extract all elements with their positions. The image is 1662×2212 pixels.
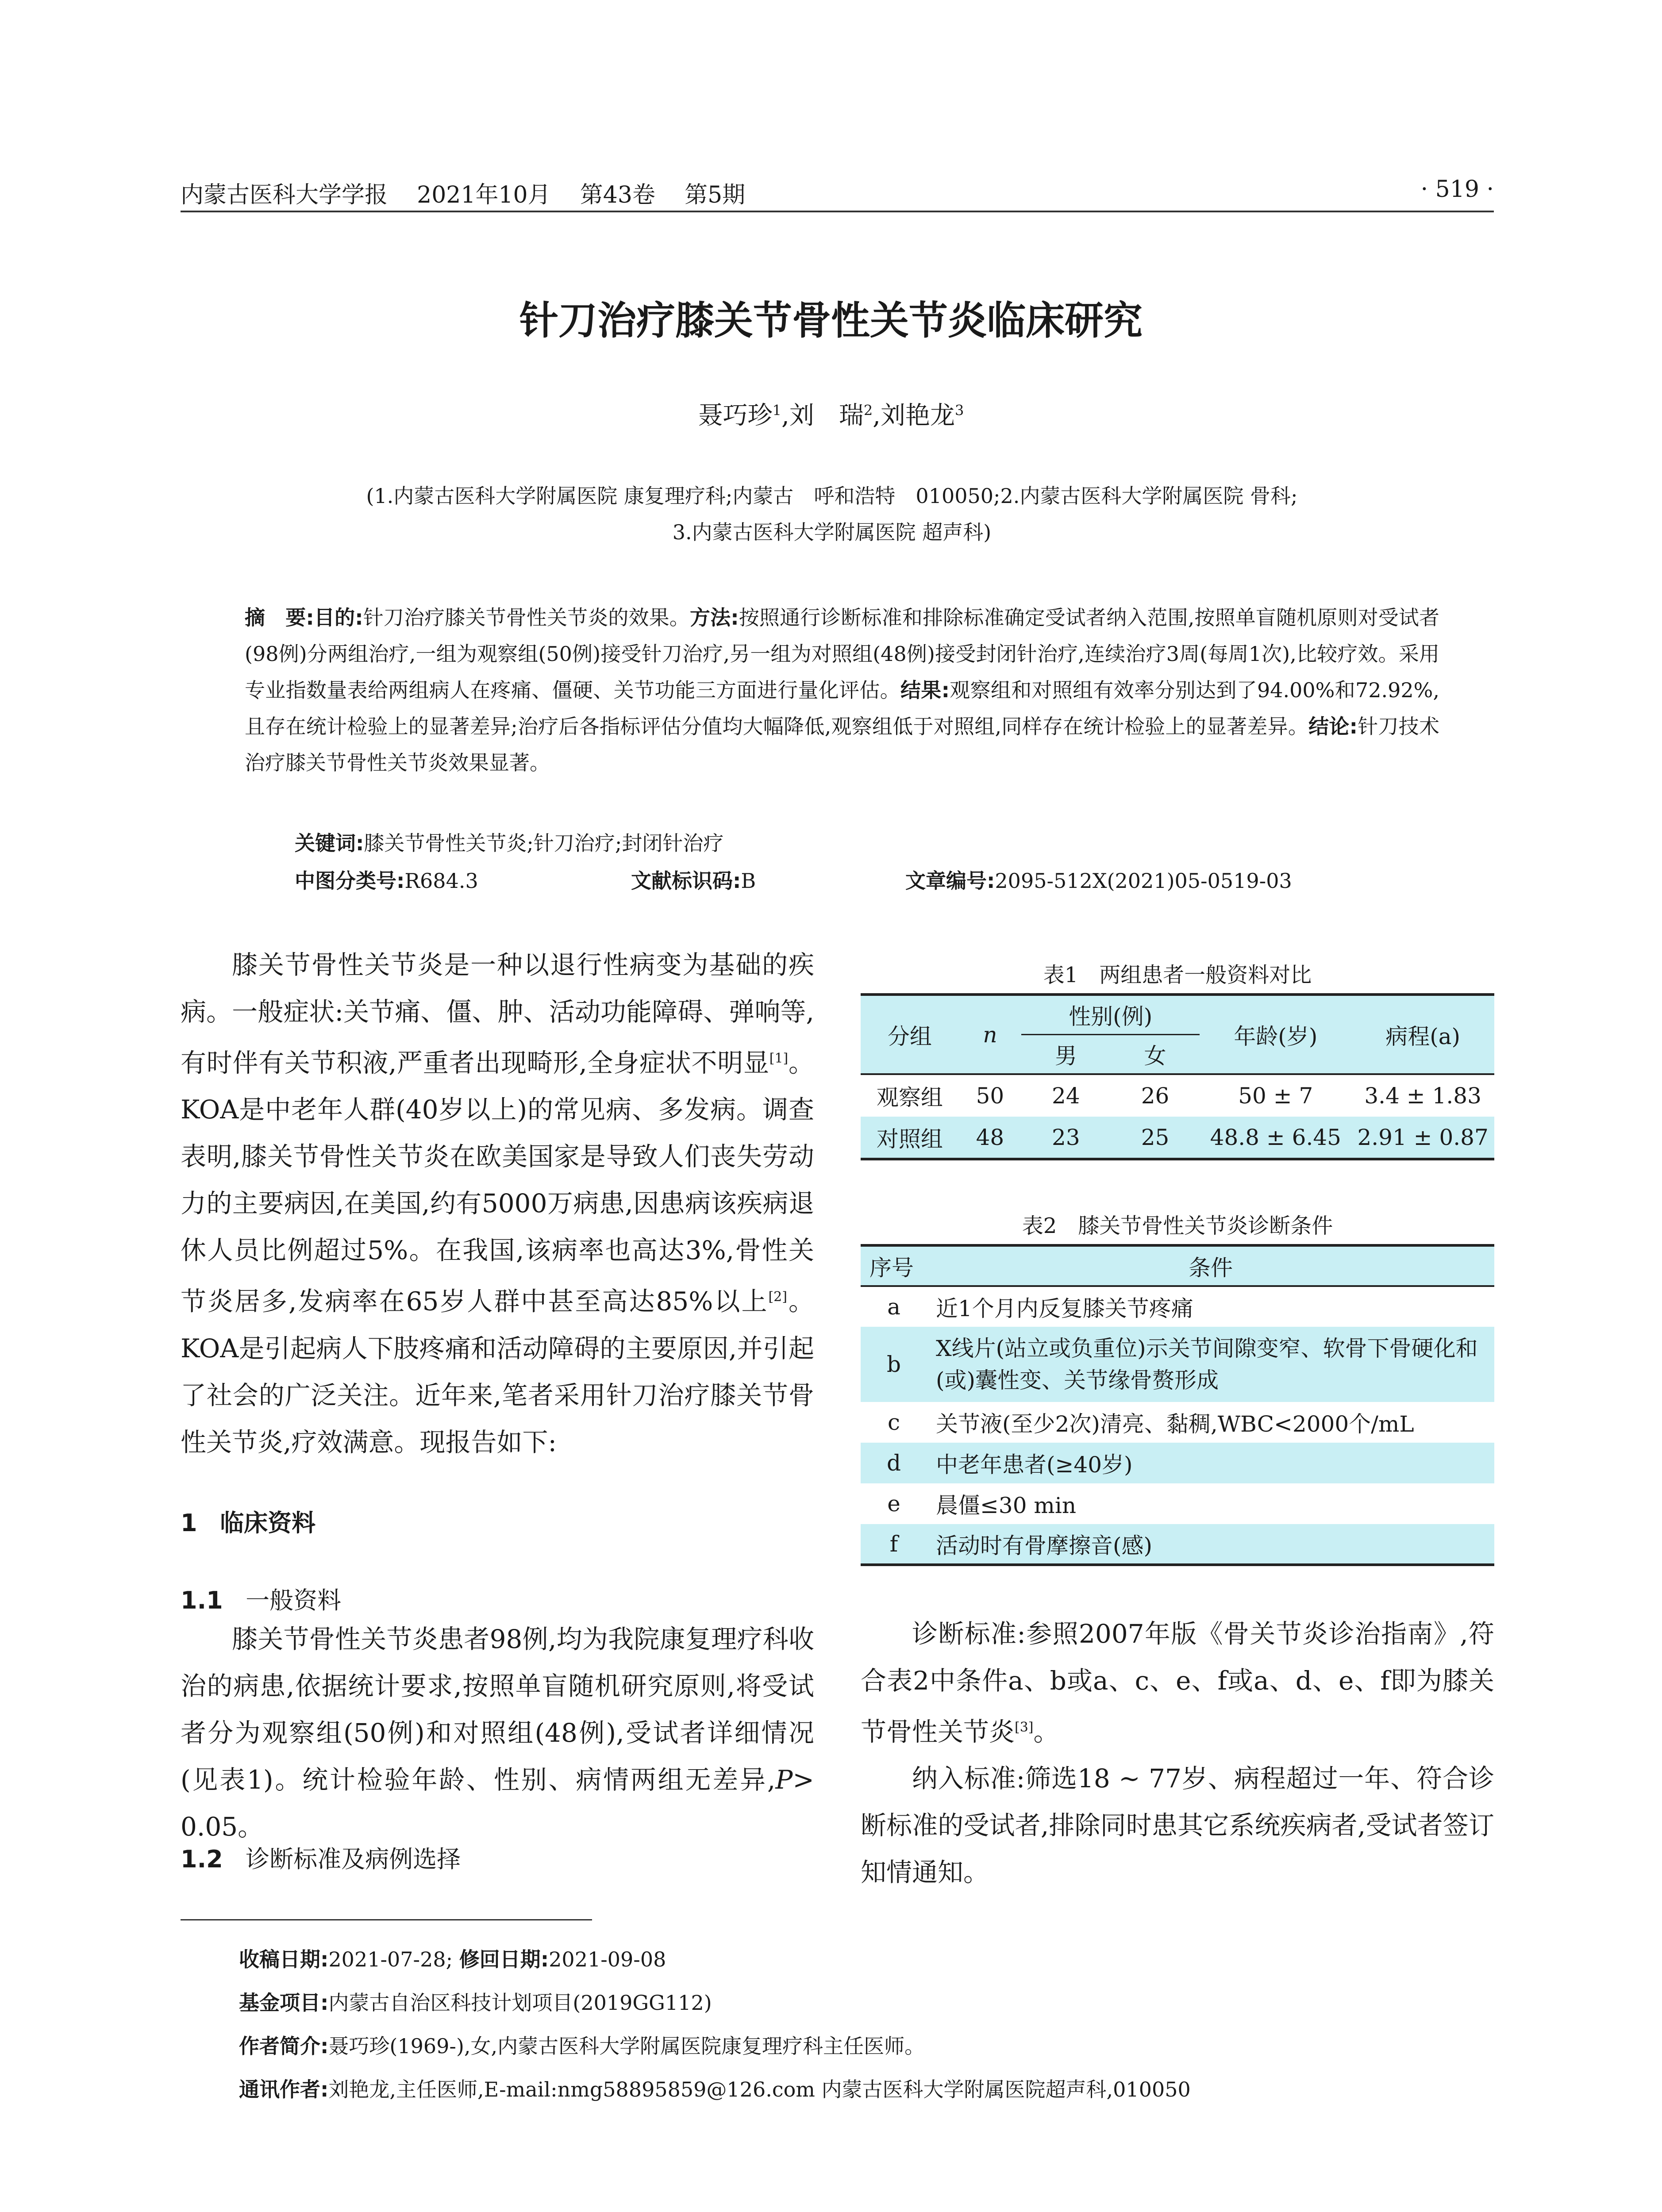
t1-header-group: 分组 — [861, 995, 959, 1074]
t1-cell: 对照组 — [861, 1117, 959, 1159]
t2-cell-condition: 关节液(至少2次)清亮、黏稠,WBC<2000个/mL — [936, 1411, 1414, 1437]
method-label: 方法: — [689, 606, 739, 630]
ref-2: [2] — [768, 1289, 787, 1305]
objective-label: 目的: — [314, 606, 363, 630]
t1-cell: 48.8 ± 6.45 — [1200, 1117, 1351, 1159]
t1-header-n-text: n — [983, 1022, 997, 1048]
section-1-heading — [181, 1504, 315, 1538]
table-2-caption: 表2 膝关节骨性关节炎诊断条件 — [1022, 1214, 1333, 1238]
author-3-sup: 3 — [954, 402, 964, 419]
diagnosis-paragraphs — [861, 1610, 1494, 1896]
abstract — [245, 599, 1439, 781]
section-1-2-heading — [181, 1840, 461, 1874]
footnotes — [239, 1938, 1191, 2111]
clc-label: 中图分类号: — [295, 869, 405, 893]
t1-cell: 25 — [1111, 1117, 1200, 1159]
corr-label: 通讯作者: — [239, 2078, 329, 2101]
received-date-line — [239, 1938, 1191, 1981]
keywords-label: 关键词: — [295, 831, 364, 855]
section-1-1-heading — [181, 1582, 341, 1616]
t1-cell: 3.4 ± 1.83 — [1364, 1083, 1481, 1109]
running-header — [181, 176, 745, 209]
t2-cell-no: d — [861, 1443, 927, 1483]
author-2-sup: 2 — [863, 402, 873, 419]
section-1-1-number: 1.1 — [181, 1586, 223, 1614]
p-symbol: P — [775, 1765, 793, 1795]
t2-cell-condition: X线片(站立或负重位)示关节间隙变窄、软骨下骨硬化和(或)囊性变、关节缘骨赘形成 — [927, 1327, 1494, 1402]
t2-cell-no: c — [887, 1409, 900, 1435]
section-1-1-title: 一般资料 — [246, 1586, 342, 1614]
revised-label: 修回日期: — [459, 1947, 549, 1971]
footnote-rule — [181, 1919, 592, 1920]
fund-label: 基金项目: — [239, 1991, 329, 2015]
table-row — [861, 1074, 1494, 1117]
t2-cell-no: b — [861, 1327, 927, 1402]
result-text: 观察组和对照组有效率分别达到了94.00%和72.92%,且存在统计检验上的显著差异;治疗后各指标评估分值均大幅降低,观察组低于对照组,同样存在统计检验上的显著差异。 — [245, 678, 1439, 738]
received-label: 收稿日期: — [239, 1947, 329, 1971]
inclusion-criteria: 纳入标准:筛选18 ~ 77岁、病程超过一年、符合诊断标准的受试者,排除同时患其它系统疾病者,受试者签订知情通知。 — [861, 1763, 1494, 1888]
t1-header-female: 女 — [1111, 1034, 1200, 1074]
t2-cell-condition: 晨僵≤30 min — [936, 1493, 1077, 1518]
issue-date: 2021年10月 — [417, 182, 551, 208]
ref-1: [1] — [769, 1051, 789, 1066]
intro-paragraph — [181, 941, 814, 1466]
t1-header-age: 年龄(岁) — [1200, 995, 1351, 1074]
t1-header-male: 男 — [1021, 1034, 1111, 1074]
conclusion-label: 结论: — [1308, 714, 1358, 738]
t1-cell: 23 — [1021, 1117, 1111, 1159]
author-2: 刘 瑞 — [789, 401, 864, 430]
t2-header-no: 序号 — [861, 1245, 927, 1286]
table-row — [861, 1483, 1494, 1524]
t1-cell: 24 — [1052, 1083, 1080, 1109]
result-label: 结果: — [900, 678, 950, 702]
intro-text-2: 。KOA是中老年人群(40岁以上)的常见病、多发病。调查表明,膝关节骨性关节炎在欧美国家是导致人们丧失劳动力的主要病因,在美国,约有5000万病患,因患病该疾病退休人员比例超过5%。在我国,该病率也高达3%,骨性关节炎居多,发病率在65岁人群中甚至高达85%以上 — [181, 1048, 814, 1317]
fund-line — [239, 1981, 1191, 2024]
table-2 — [861, 1244, 1494, 1566]
affiliation-line-2: 3.内蒙古医科大学附属医院 超声科) — [672, 520, 992, 544]
t1-header-course: 病程(a) — [1351, 995, 1494, 1074]
clc-value: R684.3 — [404, 869, 478, 893]
t1-header-sex: 性别(例) — [1021, 995, 1200, 1034]
table-row — [861, 1327, 1494, 1402]
keywords-text: 膝关节骨性关节炎;针刀治疗;封闭针治疗 — [364, 831, 724, 855]
table-1-caption: 表1 两组患者一般资料对比 — [1043, 963, 1312, 987]
corresponding-author-line — [239, 2068, 1191, 2111]
section-1-number: 1 — [181, 1509, 197, 1537]
section-1-2-title: 诊断标准及病例选择 — [246, 1845, 461, 1873]
t2-cell-condition: 近1个月内反复膝关节疼痛 — [936, 1296, 1193, 1321]
t2-cell-no: a — [887, 1294, 900, 1320]
volume: 第43卷 — [580, 182, 655, 208]
p-value: > 0.05。 — [181, 1765, 814, 1842]
general-data-text: 膝关节骨性关节炎患者98例,均为我院康复理疗科收治的病患,依据统计要求,按照单盲随机研究原则,将受试者分为观察组(50例)和对照组(48例),受试者详细情况(见表1)。统计检验年龄、性别、病情两组无差异, — [181, 1624, 814, 1795]
ref-3: [3] — [1015, 1720, 1034, 1735]
received-date: 2021-07-28; — [328, 1947, 453, 1971]
t1-cell: 48 — [959, 1117, 1021, 1159]
page-number: · 519 · — [1420, 176, 1494, 203]
t1-cell: 2.91 ± 0.87 — [1351, 1117, 1494, 1159]
fund-text: 内蒙古自治区科技计划项目(2019GG112) — [328, 1991, 712, 2015]
bio-label: 作者简介: — [239, 2034, 329, 2058]
author-list: 聂巧珍$^1$,刘 瑞$^2$,刘艳龙$^3$ — [698, 401, 964, 430]
section-1-2-number: 1.2 — [181, 1845, 223, 1873]
author-1: 聂巧珍 — [698, 401, 773, 430]
section-1-title: 临床资料 — [220, 1509, 316, 1537]
t2-cell-condition: 活动时有骨摩擦音(感) — [927, 1524, 1494, 1565]
t1-header-n — [959, 995, 1021, 1074]
art-label: 文章编号: — [905, 869, 995, 893]
conclusion-text: 针刀技术治疗膝关节骨性关节炎效果显著。 — [245, 714, 1439, 775]
doc-value: B — [741, 869, 756, 893]
general-data-paragraph — [181, 1616, 814, 1850]
method-text: 按照通行诊断标准和排除标准确定受试者纳入范围,按照单盲随机原则对受试者(98例)分两组治疗,一组为观察组(50例)接受针刀治疗,另一组为对照组(48例)接受封闭针治疗,连续治疗3周(每周1次),比较疗效。采用专业指数量表给两组病人在疼痛、僵硬、关节功能三方面进行量化评估。 — [245, 606, 1439, 702]
t1-cell: 50 ± 7 — [1238, 1083, 1313, 1109]
diagnosis-end: 。 — [1033, 1717, 1059, 1747]
article-number — [905, 865, 1292, 894]
abstract-label: 摘 要: — [245, 606, 314, 630]
objective-text: 针刀治疗膝关节骨性关节炎的效果。 — [363, 606, 690, 630]
t2-cell-no: f — [861, 1524, 927, 1565]
keywords — [295, 827, 723, 856]
t2-cell-no: e — [887, 1491, 900, 1517]
author-bio-line — [239, 2024, 1191, 2068]
bio-text: 聂巧珍(1969-),女,内蒙古医科大学附属医院康复理疗科主任医师。 — [328, 2034, 925, 2058]
corr-text: 刘艳龙,主任医师,E-mail:nmg58895859@126.com 内蒙古医科大学附属医院超声科,010050 — [328, 2078, 1191, 2101]
t2-cell-condition: 中老年患者(≥40岁) — [927, 1443, 1494, 1483]
t1-cell: 26 — [1141, 1083, 1170, 1109]
table-row — [861, 1286, 1494, 1327]
table-row — [861, 1402, 1494, 1443]
issue: 第5期 — [685, 182, 746, 208]
intro-text-1: 膝关节骨性关节炎是一种以退行性病变为基础的疾病。一般症状:关节痛、僵、肿、活动功能障碍、弹响等,有时伴有关节积液,严重者出现畸形,全身症状不明显 — [181, 950, 814, 1078]
table-1 — [861, 993, 1494, 1160]
affiliations — [221, 478, 1443, 550]
doc-label: 文献标识码: — [631, 869, 741, 893]
author-3: 刘艳龙 — [880, 401, 955, 430]
table-row — [861, 1443, 1494, 1483]
paper-title: 针刀治疗膝关节骨性关节炎临床研究 — [519, 298, 1143, 343]
diagnosis-criteria — [861, 1610, 1494, 1755]
art-value: 2095-512X(2021)05-0519-03 — [995, 869, 1292, 893]
revised-date: 2021-09-08 — [549, 1947, 666, 1971]
clc-number — [295, 865, 478, 894]
intro-text-3: 。KOA是引起病人下肢疼痛和活动障碍的主要原因,并引起了社会的广泛关注。近年来,笔者采用针刀治疗膝关节骨性关节炎,疗效满意。现报告如下: — [181, 1286, 814, 1457]
header-rule — [181, 211, 1494, 212]
author-1-sup: 1 — [772, 402, 781, 419]
table-row — [861, 1117, 1494, 1159]
doc-code — [631, 865, 756, 894]
journal-name: 内蒙古医科大学学报 — [181, 182, 388, 208]
t2-header-condition: 条件 — [927, 1245, 1494, 1286]
t1-cell: 50 — [976, 1083, 1004, 1109]
diagnosis-text: 诊断标准:参照2007年版《骨关节炎诊治指南》,符合表2中条件a、b或a、c、e、f或a、d、e、f即为膝关节骨性关节炎 — [861, 1619, 1494, 1747]
affiliation-line-1: (1.内蒙古医科大学附属医院 康复理疗科;内蒙古 呼和浩特 010050;2.内蒙古医科大学附属医院 骨科; — [366, 484, 1298, 508]
table-row — [861, 1524, 1494, 1565]
t1-cell: 观察组 — [876, 1085, 943, 1110]
